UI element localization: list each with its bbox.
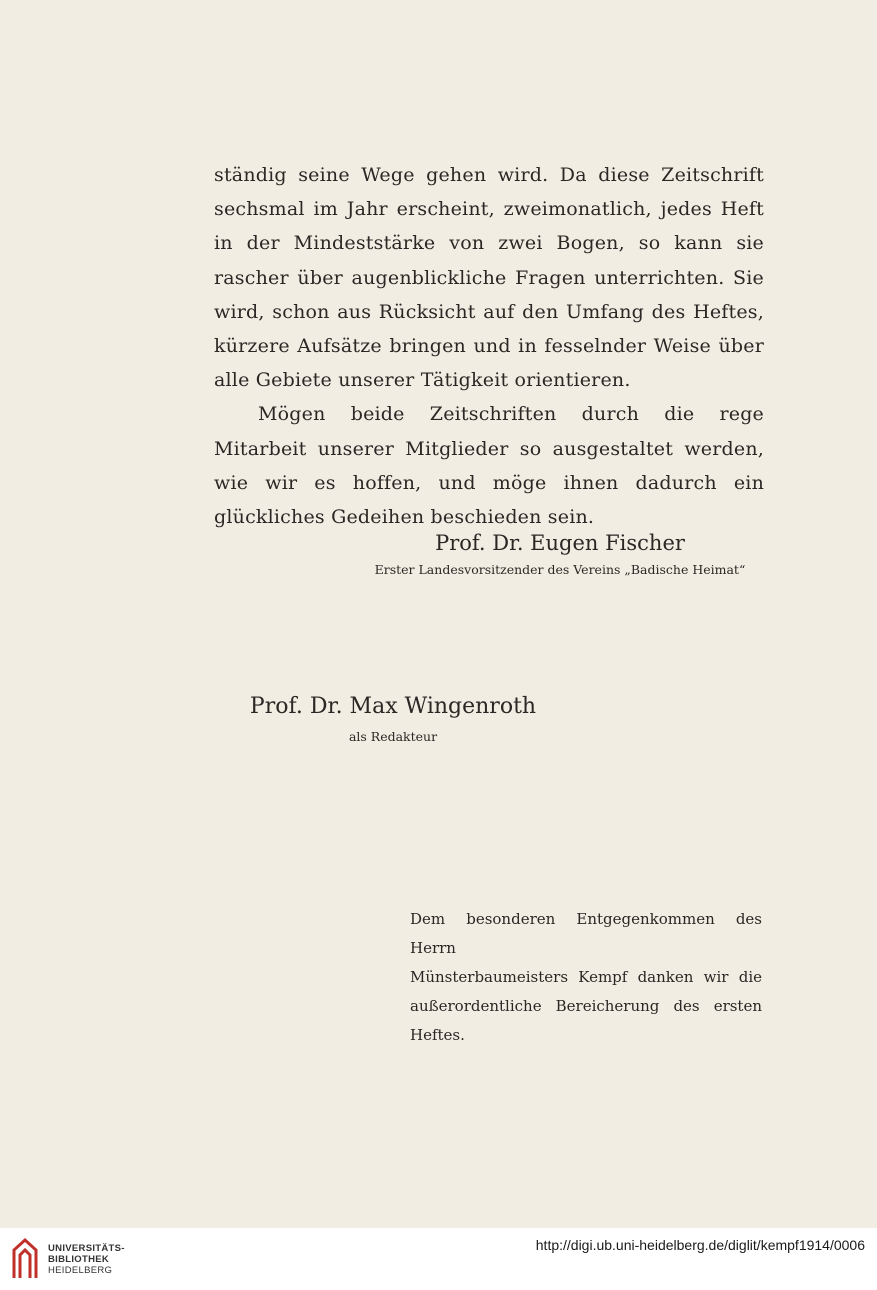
signature-role-wingenroth: als Redakteur (348, 729, 438, 744)
signature-block-fischer (360, 528, 760, 579)
page-url-link[interactable]: http://digi.ub.uni-heidelberg.de/diglit/kempf1914/0006 (535, 1237, 865, 1253)
logo-line-3: HEIDELBERG (48, 1264, 113, 1276)
signature-block-wingenroth (238, 692, 548, 746)
library-logo-text (48, 1243, 125, 1276)
body-text (214, 158, 764, 534)
signature-name-fischer: Prof. Dr. Eugen Fischer (435, 531, 685, 555)
note-line-2: Münsterbaumeisters Kempf danken wir die (410, 968, 762, 986)
note-line-3: außerordentliche Bereicherung des ersten Heftes. (410, 997, 762, 1044)
logo-line-2: BIBLIOTHEK (48, 1253, 110, 1265)
acknowledgement-note (410, 905, 762, 1050)
note-line-1: Dem besonderen Entgegenkommen des Herrn (410, 910, 762, 957)
body-paragraph-1: ständig seine Wege gehen wird. Da diese Zeitschrift sechsmal im Jahr erscheint, zweimonatlich, jedes Heft in der Mindeststärke von zwei Bogen, so kann sie rascher über augenblickliche Fragen unterrichten. Sie wird, schon aus Rücksicht auf den Umfang des Heftes, kürzere Aufsätze bringen und in fesselnder Weise über alle Gebiete unserer Tätigkeit orientieren. (214, 164, 764, 392)
signature-name-wingenroth: Prof. Dr. Max Wingenroth (249, 694, 537, 719)
logo-line-1: UNIVERSITÄTS- (48, 1242, 125, 1254)
body-paragraph-2: Mögen beide Zeitschriften durch die rege Mitarbeit unserer Mitglieder so ausgestaltet werden, wie wir es hoffen, und möge ihnen dadurch ein glückliches Gedeihen beschieden sein. (214, 403, 764, 529)
library-logo[interactable] (10, 1236, 125, 1282)
library-logo-icon (10, 1236, 40, 1282)
signature-role-fischer: Erster Landesvorsitzender des Vereins „Badische Heimat“ (374, 562, 746, 577)
